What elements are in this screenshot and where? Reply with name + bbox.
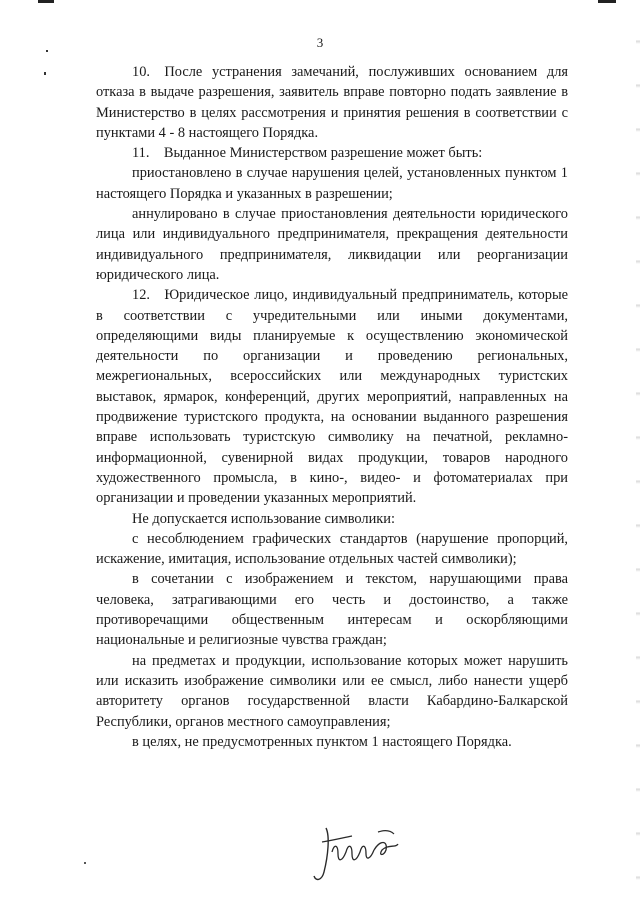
scan-edge bbox=[636, 0, 640, 905]
document-body bbox=[96, 62, 568, 752]
paragraph-prohibited-purposes: в целях, не предусмотренных пунктом 1 настоящего Порядка. bbox=[132, 733, 512, 750]
paragraph-prohibited-heading: Не допускается использование символики: bbox=[132, 510, 395, 527]
scan-artifact bbox=[44, 72, 46, 75]
paragraph-prohibited-products: на предметах и продукции, использование которых может нарушить или исказить изображение символики или ее смысл, либо нанести ущерб авторитету органов государственной власти Кабардино-Балкарской Республики, органов местного самоуправления; bbox=[96, 652, 568, 730]
paragraph-prohibited-standards: с несоблюдением графических стандартов (нарушение пропорций, искажение, имитация, использование отдельных частей символики); bbox=[96, 530, 568, 568]
signature bbox=[308, 822, 404, 886]
paragraph-11-suspended: приостановлено в случае нарушения целей, установленных пунктом 1 настоящего Порядка и указанных в разрешении; bbox=[96, 165, 568, 202]
scan-artifact bbox=[598, 0, 616, 3]
paragraph-10: 10. После устранения замечаний, послуживших основанием для отказа в выдаче разрешения, заявитель вправе повторно подать заявление в Министерство в целях рассмотрения и принятия решения в соответствии с пунктами 4 - 8 настоящего Порядка. bbox=[96, 64, 568, 141]
page-number: 3 bbox=[316, 35, 324, 50]
scan-artifact bbox=[84, 862, 86, 864]
paragraph-11: 11. Выданное Министерством разрешение может быть: bbox=[132, 145, 483, 162]
paragraph-prohibited-rights: в сочетании с изображением и текстом, нарушающими права человека, затрагивающими его честь и достоинство, а также противоречащими общественным интересам и оскорбляющими национальные и религиозные чувства граждан; bbox=[96, 571, 568, 649]
paragraph-12: 12. Юридическое лицо, индивидуальный предприниматель, которые в соответствии с учредительными или иными документами, определяющими виды планируемые к осуществлению экономической деятельности по организации и проведению региональных, межрегиональных, всероссийских или международных туристских выставок, ярмарок, конференций, других мероприятий, направленных на продвижение туристского продукта, на основании выданного разрешения вправе использовать туристскую символику на печатной, рекламно-информационной, сувенирной видах продукции, товаров народного художественного промысла, в кино-, видео- и фотоматериалах при организации и проведении указанных мероприятий. bbox=[96, 287, 568, 507]
scan-artifact bbox=[38, 0, 54, 3]
paragraph-11-annulled: аннулировано в случае приостановления деятельности юридического лица или индивидуального предпринимателя, прекращения деятельности индивидуального предпринимателя, ликвидации или реорганизации юридического лица. bbox=[96, 206, 568, 283]
